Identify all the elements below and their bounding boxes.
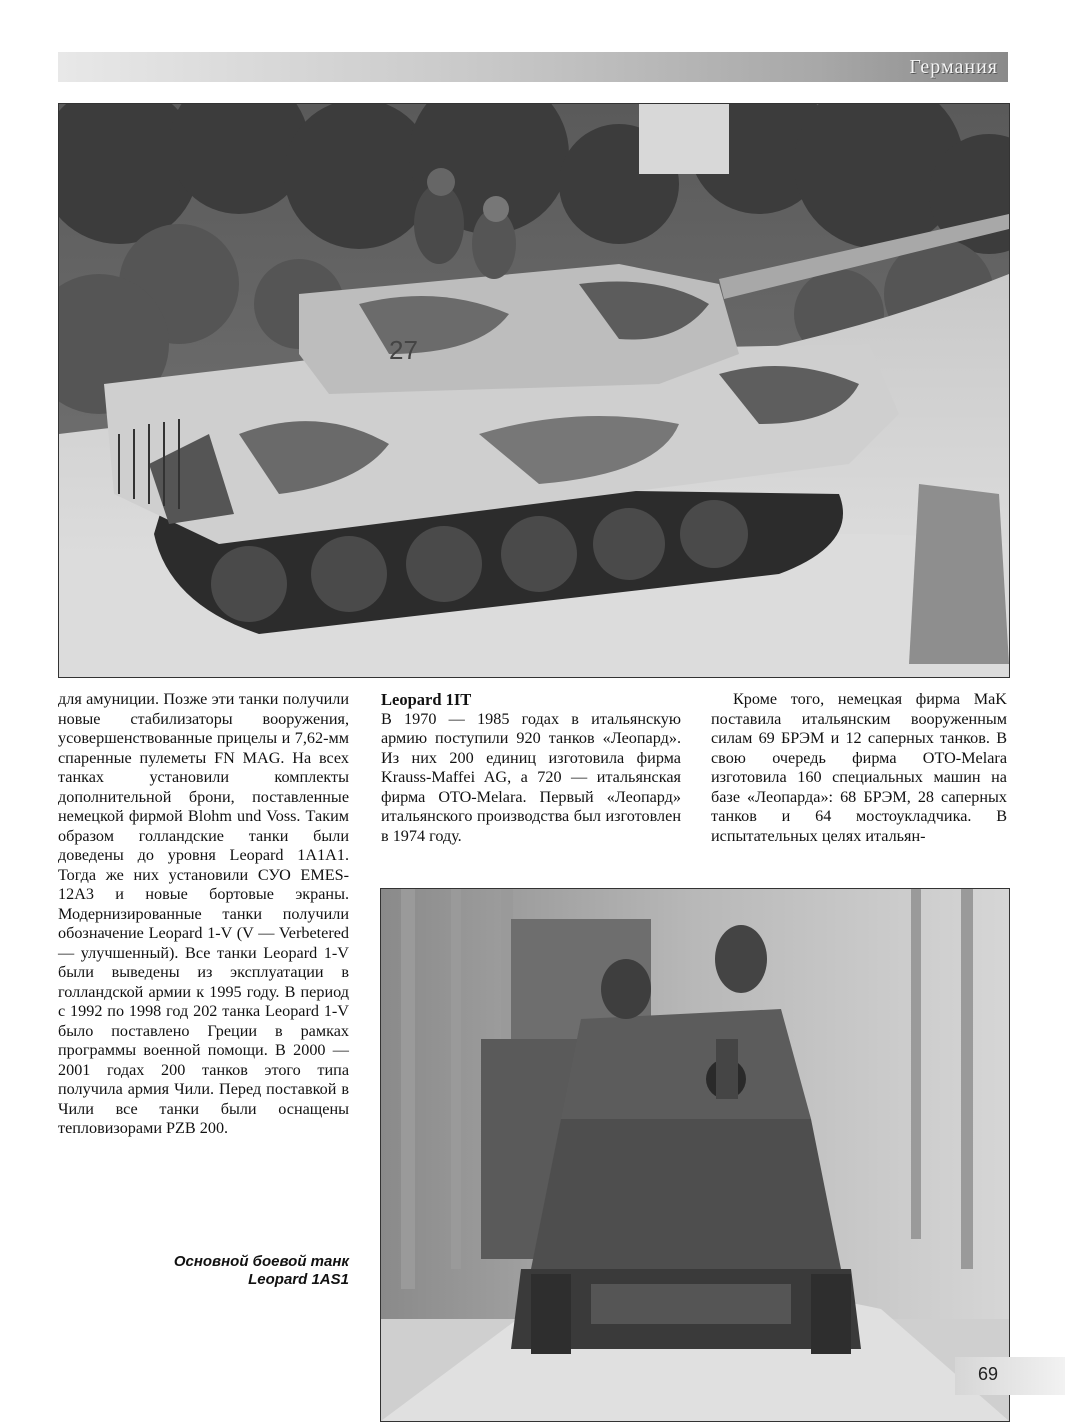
caption-line-2: Leopard 1AS1	[248, 1271, 349, 1288]
tank-photo-top	[58, 103, 1010, 678]
page-number-tab	[955, 1357, 1065, 1395]
column-2-body: В 1970 — 1985 годах в итальянскую армию поступили 920 танков «Леопард». Из них 200 единиц изготовила фирма Krauss-Maffei AG, а 720 — итальянская фирма OTO-Melara. Первый «Леопард» итальянского производства был изготовлен в 1974 году.	[381, 709, 681, 845]
text-column-3	[711, 690, 1007, 846]
section-title: Германия	[909, 56, 998, 78]
hull-number: 27	[389, 335, 418, 365]
page-header-bar	[58, 52, 1008, 82]
page-number: 69	[978, 1364, 999, 1384]
text-column-1: для амуниции. Позже эти танки получили новые стабилизаторы вооружения, усовершенствованные прицелы и 7,62-мм спаренные пулеметы FN MAG. На всех танках установили комплекты дополнительной брони, поставленные немецкой фирмой Blohm und Voss. Таким образом голландские танки были доведены до уровня Leopard 1A1A1. Тогда же них установили СУО EMES-12A3 и новые бортовые экраны. Модернизированные танки получили обозначение Leopard 1-V (V — Verbetered — улучшенный). Все танки Leopard 1-V были выведены из эксплуатации в голландской армии к 1995 году. В период с 1992 по 1998 год 202 танка Leopard 1-V было поставлено Греции в рамках программы военной помощи. В 2000 — 2001 годах 200 танков этого типа получила армия Чили. Перед поставкой в Чили все танки были оснащены тепловизорами PZB 200.	[58, 690, 349, 1137]
caption-line-1: Основной боевой танк	[173, 1253, 349, 1270]
photo-caption	[58, 1253, 349, 1289]
section-heading: Leopard 1IT	[381, 690, 472, 709]
tank-photo-bottom	[380, 888, 1010, 1422]
column-3-body: Кроме того, немецкая фирма MaK поставила итальянским вооруженным силам 69 БРЭМ и 12 саперных танков. В свою очередь фирма OTO-Melara изготовила 160 специальных машин на базе «Леопарда»: 68 БРЭМ, 28 саперных танков и 64 мостоукладчика. В испытательных целях итальян-	[711, 690, 1007, 845]
text-column-2	[381, 690, 681, 846]
